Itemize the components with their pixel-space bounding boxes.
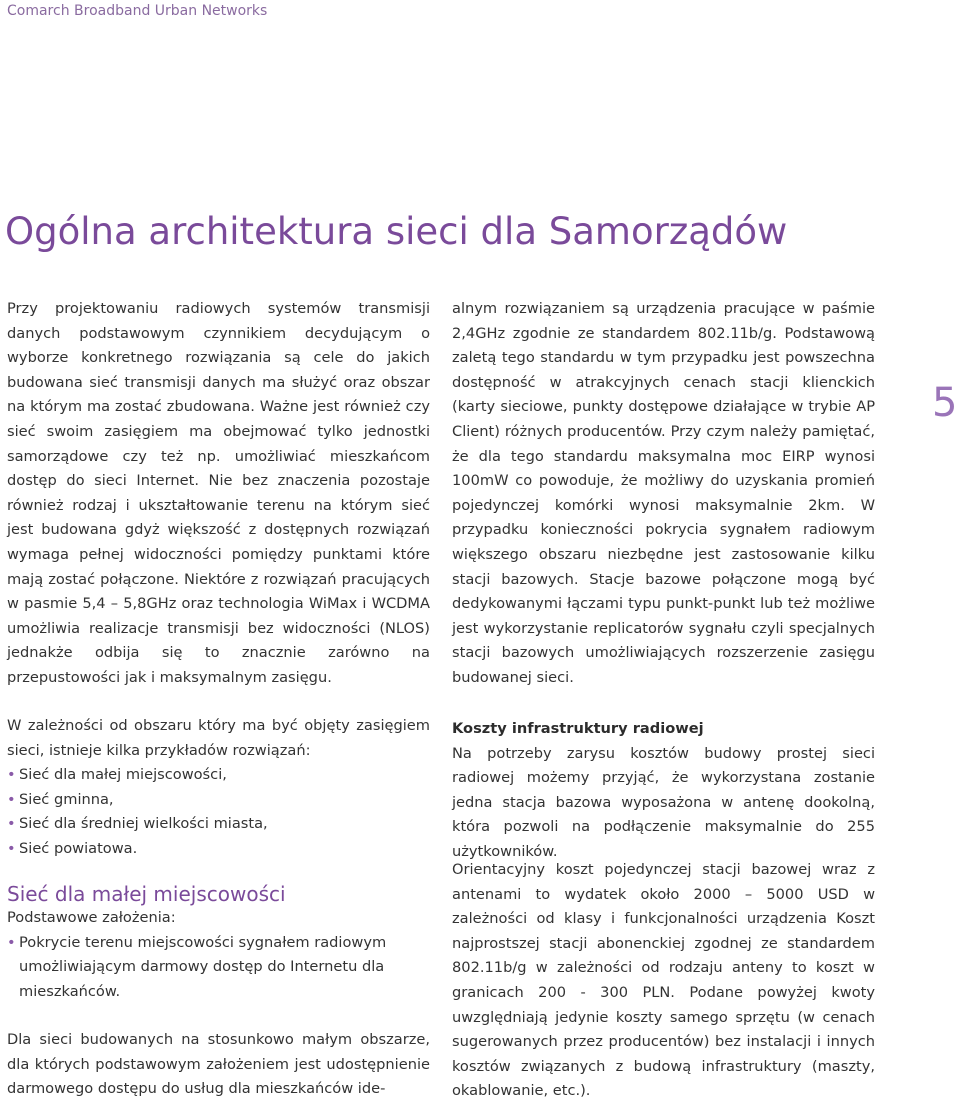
costs-paragraph-1: Na potrzeby zarysu kosztów budowy prostej sieci radiowej możemy przyjąć, że wykorzystana zostanie jedna stacja bazowa wyposażona w antenę dookolną, która pozwoli na podłączenie maksymalnie do 255 użytkowników.: [452, 744, 875, 860]
costs-block: [452, 717, 875, 865]
left-intro-block: [7, 297, 430, 691]
right-intro-block: [452, 297, 875, 691]
examples-list: [7, 763, 430, 861]
closing-block: [7, 1028, 430, 1102]
header-brand: Comarch Broadband Urban Networks: [7, 3, 268, 19]
list-item: • Pokrycie terenu miejscowości sygnałem radiowym umożliwiającym darmowy dostęp do Internetu dla mieszkańców.: [7, 931, 430, 1005]
costs-heading: Koszty infrastruktury radiowej: [452, 720, 704, 737]
assumptions-block: [7, 906, 430, 1004]
list-item: • Sieć dla średniej wielkości miasta,: [7, 812, 430, 837]
closing-paragraph: Dla sieci budowanych na stosunkowo małym obszarze, dla których podstawowym założeniem jest udostępnienie darmowego dostępu do usług dla mieszkańców ide-: [7, 1031, 430, 1098]
section-heading: Sieć dla małej miejscowości: [7, 882, 286, 906]
examples-block: [7, 714, 430, 862]
list-item: • Sieć dla małej miejscowości,: [7, 763, 430, 788]
examples-intro: W zależności od obszaru który ma być objęty zasięgiem sieci, istnieje kilka przykładów rozwiązań:: [7, 717, 430, 759]
intro-paragraph: Przy projektowaniu radiowych systemów transmisji danych podstawowym czynnikiem decydującym o wyborze konkretnego rozwiązania są cele do jakich budowana sieć transmisji danych ma służyć oraz obszar na którym ma zostać zbudowana. Ważne jest również czy sieć swoim zasięgiem ma obejmować tylko jednostki samorządowe czy też np. umożliwiać mieszkańcom dostęp do sieci Internet. Nie bez znaczenia pozostaje również rodzaj i ukształtowanie terenu na którym sieć jest budowana gdyż większość z dostępnych rozwiązań wymaga pełnej widoczności pomiędzy punktami które mają zostać połączone. Niektóre z rozwiązań pracujących w pasmie 5,4 – 5,8GHz oraz technologia WiMax i WCDMA umożliwia realizacje transmisji bez widoczności (NLOS) jednakże odbija się to znacznie zarówno na przepustowości jak i maksymalnym zasięgu.: [7, 300, 430, 686]
list-item: • Sieć powiatowa.: [7, 837, 430, 862]
right-paragraph: alnym rozwiązaniem są urządzenia pracujące w paśmie 2,4GHz zgodnie ze standardem 802.11b/g. Podstawową zaletą tego standardu w tym przypadku jest powszechna dostępność w atrakcyjnych cenach stacji klienckich (karty sieciowe, punkty dostępowe działające w trybie AP Client) różnych producentów. Przy czym należy pamiętać, że dla tego standardu maksymalna moc EIRP wynosi 100mW co powoduje, że możliwy do uzyskania promień pojedynczej komórki wynosi maksymalnie 2km. W przypadku konieczności pokrycia sygnałem radiowym większego obszaru niezbędne jest zastosowanie kilku stacji bazowych. Stacje bazowe połączone mogą być dedykowanymi łączami typu punkt-punkt lub też możliwe jest wykorzystanie replicatorów sygnału czyli specjalnych stacji bazowych umożliwiających rozszerzenie zasięgu budowanej sieci.: [452, 300, 875, 686]
page-title: Ogólna architektura sieci dla Samorządów: [5, 210, 788, 253]
assumptions-list: [7, 931, 430, 1005]
page-number: 5: [932, 380, 958, 426]
costs-paragraph-2: Orientacyjny koszt pojedynczej stacji bazowej wraz z antenami to wydatek około 2000 – 5000 USD w zależności od klasy i funkcjonalności urządzenia Koszt najprostszej stacji abonenckiej zgodnej ze standardem 802.11b/g w zależności od rodzaju anteny to koszt w granicach 200 - 300 PLN. Podane powyżej kwoty uwzględniają jedynie koszty samego sprzętu (w cenach sugerowanych przez producentów) bez instalacji i innych kosztów związanych z budową infrastruktury (maszty, okablowanie, etc.).: [452, 861, 875, 1100]
list-item: • Sieć gminna,: [7, 788, 430, 813]
assumptions-label: Podstawowe założenia:: [7, 909, 176, 926]
costs-block-2: [452, 858, 875, 1104]
